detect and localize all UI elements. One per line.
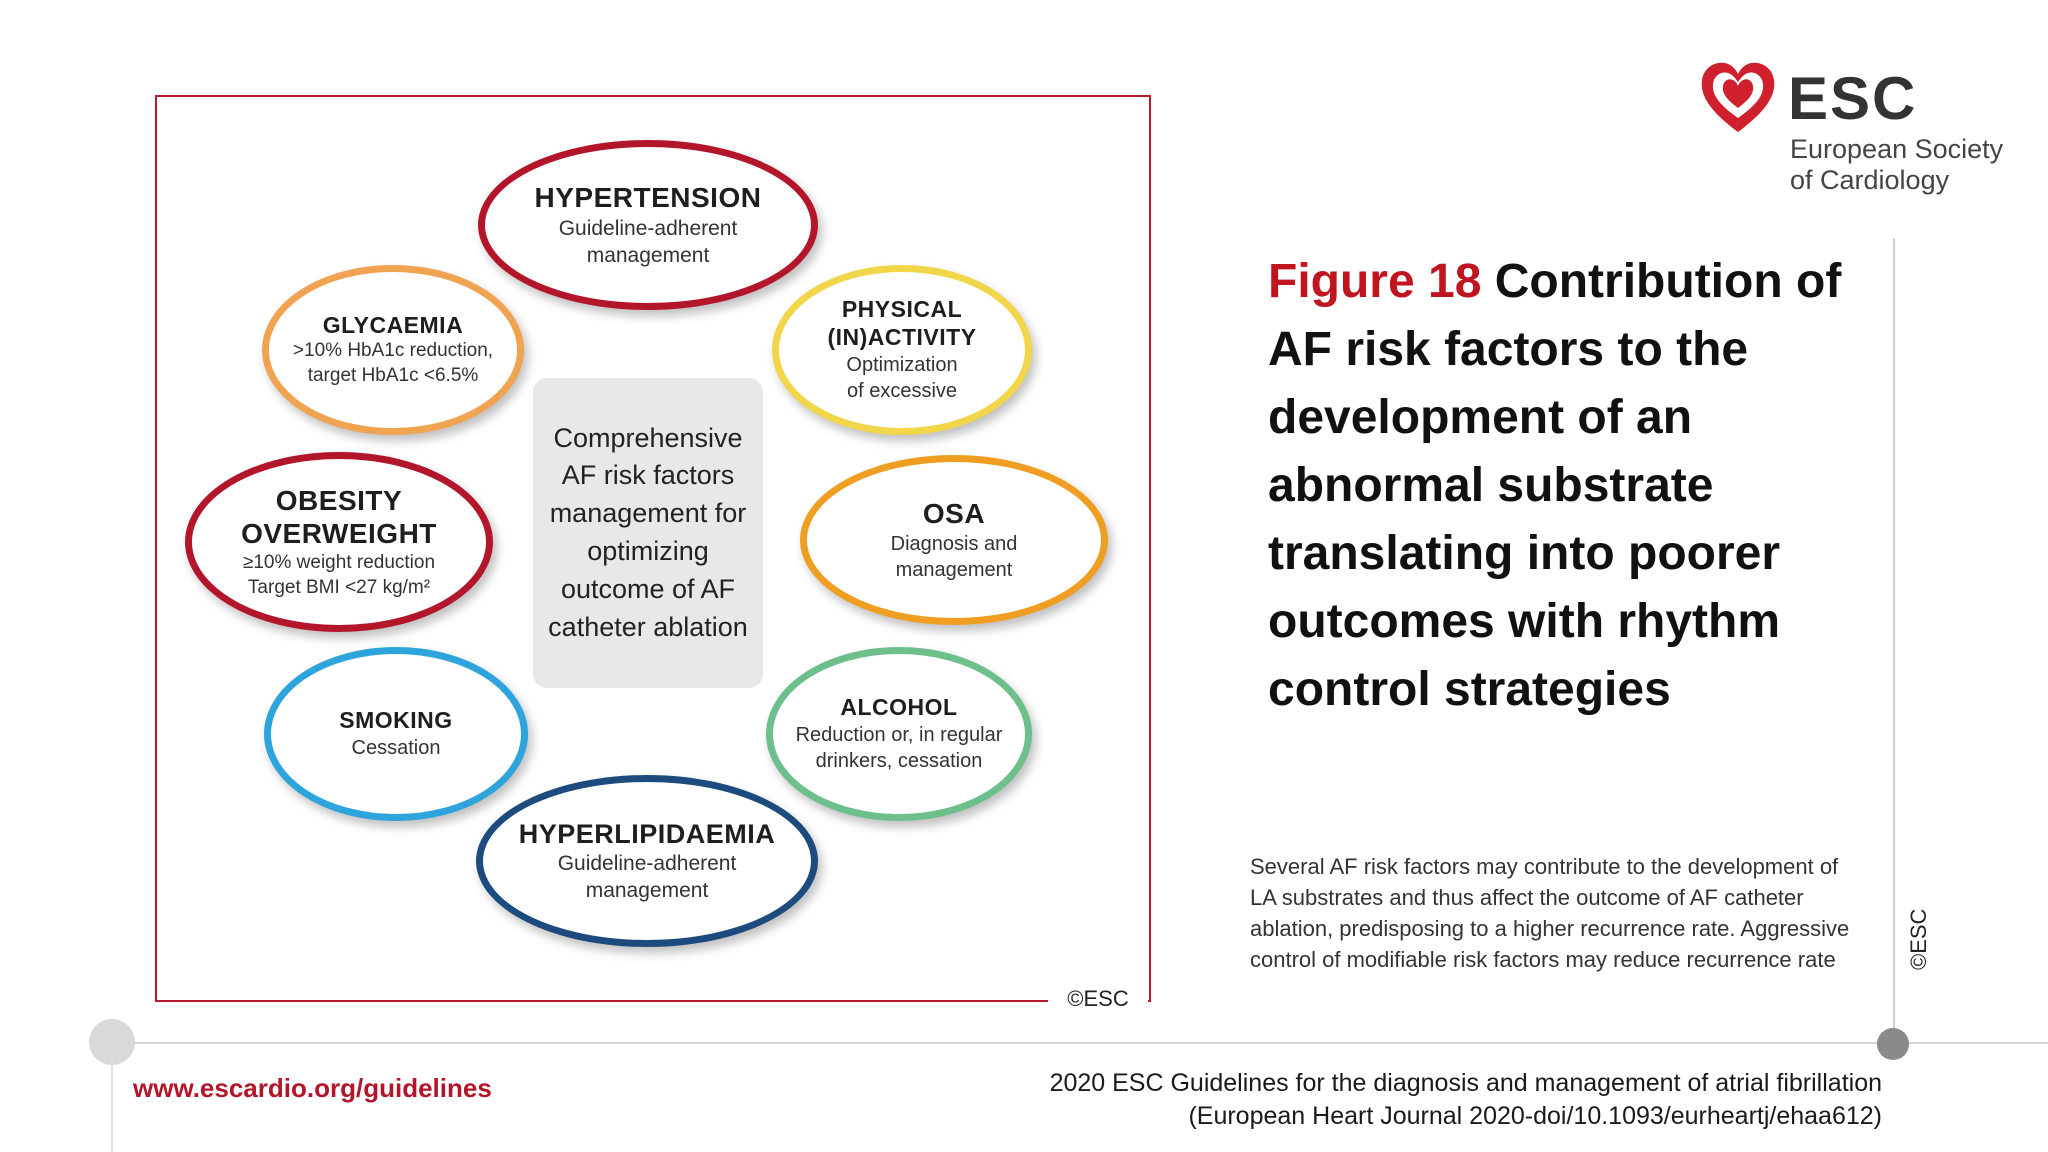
side-copyright: ©ESC	[1906, 908, 1931, 970]
hyperlipidaemia-line2: management	[585, 879, 709, 903]
physical-inactivity-oval	[772, 265, 1032, 435]
physical-line2: of excessive	[846, 379, 958, 402]
logo-acronym: ESC	[1788, 65, 1918, 132]
figure-caption: Several AF risk factors may contribute to the development of LA substrates and thus affect the outcome of AF catheter ablation, predisposing to a higher recurrence rate. Aggressive control of modifiable risk factors may reduce recurrence rate	[1250, 854, 1850, 972]
obesity-line2: Target BMI <27 kg/m²	[247, 576, 431, 598]
smoking-oval	[264, 647, 528, 821]
hyperlipidaemia-line1: Guideline-adherent	[557, 851, 737, 875]
hyperlipidaemia-oval	[476, 775, 818, 947]
esc-heart-logo-icon	[1698, 58, 1778, 136]
hyperlipidaemia-title: HYPERLIPIDAEMIA	[518, 818, 776, 849]
osa-oval	[800, 455, 1108, 625]
hypertension-line2: management	[586, 243, 710, 267]
alcohol-line1: Reduction or, in regular	[795, 723, 1003, 746]
footer-left-line	[111, 1060, 113, 1152]
glycaemia-oval	[262, 265, 524, 435]
figure-title-text: Contribution of AF risk factors to the development of an abnormal substrate translating into poorer outcomes with rhythm control strategies	[1268, 255, 1842, 716]
obesity-title: OBESITY	[275, 484, 403, 516]
figure-number: Figure 18	[1268, 255, 1482, 308]
obesity-overweight-oval	[185, 452, 493, 632]
logo-name-line2: of Cardiology	[1790, 165, 1950, 195]
diagram-copyright: ©ESC	[1048, 986, 1148, 1012]
footer-divider	[112, 1042, 2048, 1044]
smoking-title: SMOKING	[339, 707, 453, 734]
smoking-line1: Cessation	[351, 736, 441, 759]
center-management-box: Comprehensive AF risk factors management for optimizing outcome of AF catheter ablation	[533, 378, 763, 688]
reference-line1: 2020 ESC Guidelines for the diagnosis and management of atrial fibrillation	[1049, 1069, 1882, 1097]
footer-left-dot	[89, 1019, 135, 1065]
hypertension-line1: Guideline-adherent	[558, 216, 738, 240]
glycaemia-title: GLYCAEMIA	[322, 311, 464, 338]
inactivity-title: (IN)ACTIVITY	[827, 324, 977, 350]
obesity-line1: ≥10% weight reduction	[242, 551, 436, 573]
right-divider	[1893, 238, 1895, 1028]
physical-title: PHYSICAL	[841, 296, 963, 323]
hypertension-title: HYPERTENSION	[534, 181, 762, 213]
overweight-title: OVERWEIGHT	[241, 518, 437, 550]
footer-right-dot	[1877, 1028, 1909, 1060]
alcohol-line2: drinkers, cessation	[815, 749, 983, 772]
reference-line2: (European Heart Journal 2020-doi/10.1093/eurheartj/ehaa612)	[1188, 1102, 1882, 1130]
hypertension-oval	[478, 140, 818, 310]
osa-title: OSA	[922, 498, 986, 530]
osa-line1: Diagnosis and	[890, 532, 1018, 555]
logo-name-line1: European Society	[1790, 134, 2004, 164]
guidelines-link[interactable]: www.escardio.org/guidelines	[133, 1073, 492, 1103]
glycaemia-line1: >10% HbA1c reduction,	[292, 340, 494, 362]
glycaemia-line2: target HbA1c <6.5%	[307, 364, 479, 386]
physical-line1: Optimization	[846, 353, 958, 376]
osa-line2: management	[895, 558, 1013, 581]
figure-title	[1268, 248, 1888, 724]
alcohol-oval	[766, 647, 1032, 821]
alcohol-title: ALCOHOL	[840, 694, 958, 721]
